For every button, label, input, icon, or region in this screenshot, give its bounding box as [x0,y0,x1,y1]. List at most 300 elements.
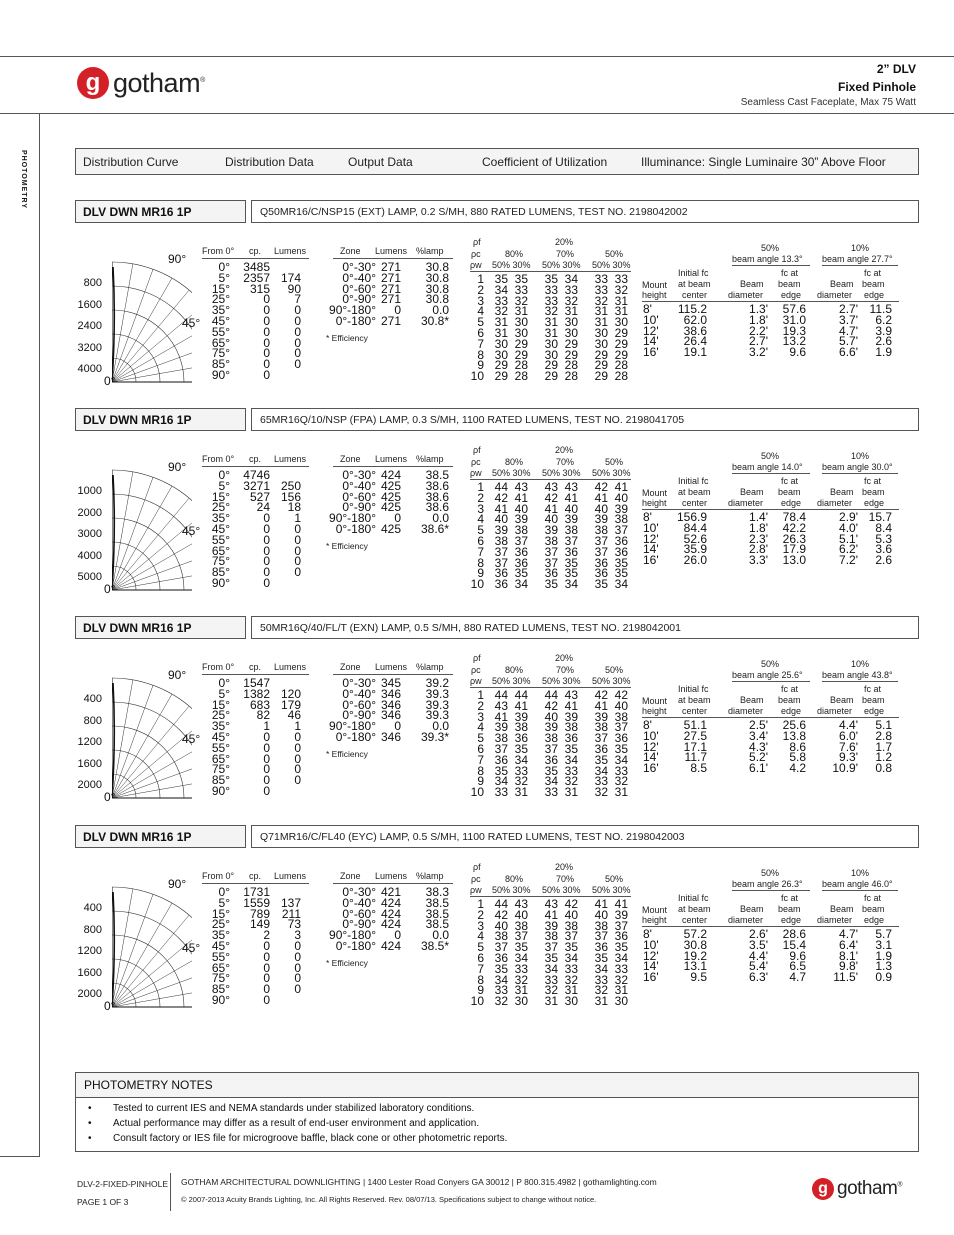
rcr-column: 1 2 3 4 5 6 7 8 9 10 [470,897,484,1009]
efficiency-note: * Efficiency [326,958,368,968]
header-beam-angle-50: beam angle 26.3° [732,879,803,889]
header-zone: Zone [340,454,361,464]
header-sub-50: 50% 30% [592,260,631,270]
header-beam-angle-10: beam angle 30.0° [822,462,893,472]
angle-label-90: 90° [168,668,187,682]
header-beam-10: Beam [830,487,854,497]
zone-lumens-column: 120 179 46 1 0 0 0 0 0 [280,686,301,788]
header-initial-fc: Initial fc [678,268,709,278]
header-underline [822,265,898,266]
side-rule [39,113,40,1156]
lamp-pct-column: 38.5 38.6 38.6 38.6 0.0 38.6* [420,468,449,536]
header-cp: cp. [249,246,262,256]
header-underline [202,883,309,884]
candela-column: 1731 1559 789 149 2 0 0 0 0 0 0 [243,885,270,1007]
header-initial-fc: Initial fc [678,893,709,903]
header-height: height [642,915,667,925]
header-80: 80% [505,249,524,259]
header-50: 50% [605,457,624,467]
section-title: DLV DWN MR16 1P [75,825,246,848]
header-beam-angle-10: beam angle 46.0° [822,879,893,889]
header-beam-10: Beam [830,904,854,914]
header-10-pct: 10% [851,868,870,878]
header-zone-lumens: Lumens [375,871,408,881]
header-from0: From 0° [202,662,235,672]
footer-brand-mark: g [812,1178,834,1200]
lamp-description: Q50MR16/C/NSP15 (EXT) LAMP, 0.2 S/MH, 880 RATED LUMENS, TEST NO. 2198042002 [251,200,919,223]
header-mount: Mount [642,488,668,498]
header-pw: ρw [470,468,482,478]
header-sub-80: 50% 30% [492,468,531,478]
header-fc-at-50: fc at [781,684,799,694]
header-10-pct: 10% [851,243,870,253]
header-sub-70: 50% 30% [542,885,581,895]
tab-output-data: Output Data [348,155,413,169]
lamp-pct-column: 38.3 38.5 38.5 38.5 0.0 38.5* [420,885,449,953]
candela-ring-label: 2000 [77,988,102,1000]
angle-label-90: 90° [168,877,187,891]
header-fc-at-50: fc at [781,268,799,278]
header-beam-50: Beam [740,904,764,914]
beam-diameter-10-column: 4.4' 6.0' 7.6' 9.3' 10.9' [832,718,858,776]
angle-label-90: 90° [168,252,187,266]
header-beam-angle-10: beam angle 43.8° [822,670,893,680]
angle-label-0: 0° [104,790,116,804]
header-underline [333,258,453,259]
header-fc-at-10: fc at [864,476,882,486]
header-lamp-pct: %lamp [416,454,444,464]
header-height: height [642,498,667,508]
section-title: DLV DWN MR16 1P [75,408,246,431]
header-at-beam: at beam [678,695,711,705]
header-edge-50: edge [781,290,802,300]
candela-ring-label: 1200 [77,736,102,748]
header-pc: ρc [471,249,481,259]
header-sub-70: 50% 30% [542,260,581,270]
side-tab-photometry: PHOTOMETRY [20,150,27,210]
header-70: 70% [556,874,575,884]
mount-height-column: 8' 10' 12' 14' 16' [643,510,659,568]
header-pf: ρf [473,237,481,247]
beam-diameter-10-column: 4.7' 6.4' 8.1' 9.8' 11.5' [833,927,858,985]
tab-distribution-curve: Distribution Curve [83,155,179,169]
footer-copyright: © 2007-2013 Acuity Brands Lighting, Inc. All Rights Reserved. Rev. 08/07/13. Specifications subject to change without notice. [181,1195,597,1204]
header-50: 50% [605,249,624,259]
header-10-pct: 10% [851,451,870,461]
zone-column: 0°-30° 0°-40° 0°-60° 0°-90° 90°-180° 0°-180° [329,468,376,536]
header-lamp-pct: %lamp [416,871,444,881]
header-beam-angle-50: beam angle 14.0° [732,462,803,472]
header-diameter-10: diameter [817,290,853,300]
header-beam-10: Beam [830,695,854,705]
edge-fc-10-column: 5.1 2.8 1.7 1.2 0.8 [875,718,892,776]
header-lumens: Lumens [274,246,307,256]
angle-label-45: 45° [182,524,201,538]
candela-ring-label: 3000 [77,528,102,540]
section-tabbar [75,148,919,175]
initial-fc-column: 156.9 84.4 52.6 35.9 26.0 [676,510,707,568]
header-10-pct: 10% [851,659,870,669]
edge-fc-50-column: 78.4 42.2 26.3 17.9 13.0 [782,510,806,568]
notes-title: PHOTOMETRY NOTES [76,1073,918,1098]
header-lamp-pct: %lamp [416,246,444,256]
output-lumens-column: 271 271 271 271 0 271 [380,260,401,328]
header-zone: Zone [340,871,361,881]
candela-column: 3485 2357 315 0 0 0 0 0 0 0 0 [243,260,270,382]
header-beam-edge-10: beam [862,904,885,914]
cu-column-c70b: 43 41 40 39 38 37 36 35 35 34 [564,480,578,592]
header-underline [822,473,898,474]
header-edge-10: edge [864,706,885,716]
brand-logo: g gotham® [77,67,205,99]
candela-ring-label: 1600 [77,966,102,979]
product-description: Seamless Cast Faceplate, Max 75 Watt [740,97,916,108]
header-beam-edge-50: beam [778,279,801,289]
product-header [741,60,916,110]
header-beam-edge-50: beam [778,904,801,914]
header-cp: cp. [249,871,262,881]
header-sub-80: 50% 30% [492,260,531,270]
lamp-description: 50MR16Q/40/FL/T (EXN) LAMP, 0.5 S/MH, 880 RATED LUMENS, TEST NO. 2198042001 [251,616,919,639]
header-underline [642,926,899,927]
cu-column-c70a: 35 33 33 32 31 31 30 30 29 29 [544,272,558,384]
cu-column-c50b: 42 40 38 37 36 35 34 33 32 31 [614,688,628,800]
header-pf: ρf [473,862,481,872]
header-fc-at-10: fc at [864,268,882,278]
cu-column-c50a: 42 41 40 39 38 37 37 36 36 35 [594,480,608,592]
header-center: center [682,290,708,300]
header-sub-70: 50% 30% [542,676,581,686]
cu-column-c70b: 43 41 39 38 36 35 34 33 32 31 [564,688,578,800]
header-mount: Mount [642,905,668,915]
header-lumens: Lumens [274,871,307,881]
header-underline [732,890,810,891]
header-height: height [642,290,667,300]
cu-column-c70a: 43 42 41 40 39 38 37 37 36 35 [544,480,558,592]
header-underline [333,466,453,467]
header-beam-edge-50: beam [778,487,801,497]
footer-address: GOTHAM ARCHITECTURAL DOWNLIGHTING | 1400 Lester Road Conyers GA 30012 | P 800.315.4982 | gothamlighting.com [181,1177,657,1187]
header-sub-80: 50% 30% [492,885,531,895]
candela-ring-label: 3200 [77,341,102,354]
angle-column: 0° 5° 15° 25° 35° 45° 55° 65° 75° 85° 90° [211,468,230,590]
efficiency-note: * Efficiency [326,749,368,759]
header-underline [822,681,898,682]
header-50-pct: 50% [761,451,780,461]
header-from0: From 0° [202,871,235,881]
angle-column: 0° 5° 15° 25° 35° 45° 55° 65° 75° 85° 90° [211,885,230,1007]
footer-divider [170,1173,171,1211]
edge-fc-50-column: 25.6 13.8 8.6 5.8 4.2 [782,718,806,776]
header-from0: From 0° [202,454,235,464]
note-item: • Tested to current IES and NEMA standards under stabilized laboratory conditions. [86,1101,918,1116]
candela-ring-label: 4000 [77,363,102,375]
header-zone-lumens: Lumens [375,454,408,464]
header-edge-10: edge [864,290,885,300]
header-underline [202,674,309,675]
cu-column-c80a: 35 34 33 32 31 31 30 30 29 29 [494,272,508,384]
product-subtitle: Fixed Pinhole [837,80,916,94]
edge-fc-50-column: 28.6 15.4 9.6 6.5 4.7 [782,927,806,985]
header-zone-lumens: Lumens [375,246,408,256]
product-title: 2” DLV [876,62,916,76]
lamp-pct-column: 39.2 39.3 39.3 39.3 0.0 39.3* [420,676,449,744]
output-lumens-column: 421 424 424 424 0 424 [380,885,401,953]
header-cp: cp. [249,454,262,464]
candela-column: 4746 3271 527 24 0 0 0 0 0 0 0 [243,468,270,590]
header-initial-fc: Initial fc [678,476,709,486]
header-diameter-10: diameter [817,706,853,716]
footer-logo: g gotham® [812,1178,902,1200]
candela-ring-label: 5000 [77,571,102,583]
mount-height-column: 8' 10' 12' 14' 16' [643,927,659,985]
cu-column-c70b: 42 40 38 37 35 34 33 32 31 30 [564,897,578,1009]
header-diameter-50: diameter [728,498,764,508]
header-sub-50: 50% 30% [592,885,631,895]
header-80: 80% [505,457,524,467]
header-edge-50: edge [781,498,802,508]
header-underline [642,717,899,718]
cu-column-c70b: 34 33 32 31 30 30 29 29 28 28 [564,272,578,384]
angle-column: 0° 5° 15° 25° 35° 45° 55° 65° 75° 85° 90° [211,676,230,798]
header-pf: ρf [473,445,481,455]
cu-column-c80b: 43 40 38 37 35 34 33 32 31 30 [514,897,528,1009]
cu-column-c80a: 44 42 40 38 37 36 35 34 33 32 [494,897,508,1009]
candela-ring-label: 400 [83,902,102,914]
header-pf: ρf [473,653,481,663]
header-underline [732,265,810,266]
cu-column-c50b: 41 39 37 36 35 34 33 32 31 30 [614,897,628,1009]
header-fc-at-50: fc at [781,476,799,486]
header-80: 80% [505,874,524,884]
output-lumens-column: 424 425 425 425 0 425 [380,468,401,536]
header-underline [202,258,309,259]
rcr-column: 1 2 3 4 5 6 7 8 9 10 [470,480,484,592]
header-20: 20% [555,862,574,872]
header-beam-angle-50: beam angle 13.3° [732,254,803,264]
header-20: 20% [555,653,574,663]
header-center: center [682,498,708,508]
edge-fc-10-column: 15.7 8.4 5.3 3.6 2.6 [868,510,892,568]
candela-ring-label: 1600 [77,298,102,311]
header-diameter-10: diameter [817,915,853,925]
beam-diameter-10-column: 2.7' 3.7' 4.7' 5.7' 6.6' [839,302,858,360]
header-underline [333,883,453,884]
header-beam-angle-50: beam angle 25.6° [732,670,803,680]
candela-ring-label: 1200 [77,945,102,957]
efficiency-note: * Efficiency [326,333,368,343]
header-pc: ρc [471,665,481,675]
distribution-curve-polar-grid [112,881,192,1011]
header-center: center [682,915,708,925]
beam-diameter-50-column: 1.4' 1.8' 2.3' 2.8' 3.3' [749,510,768,568]
candela-ring-label: 4000 [77,549,102,562]
brand-mark: g [77,67,109,99]
lamp-description: 65MR16Q/10/NSP (FPA) LAMP, 0.3 S/MH, 1100 RATED LUMENS, TEST NO. 2198041705 [251,408,919,431]
header-zone: Zone [340,246,361,256]
angle-column: 0° 5° 15° 25° 35° 45° 55° 65° 75° 85° 90° [211,260,230,382]
angle-label-45: 45° [182,732,201,746]
header-beam-10: Beam [830,279,854,289]
angle-label-90: 90° [168,460,187,474]
header-lumens: Lumens [274,662,307,672]
candela-ring-label: 800 [83,714,102,727]
header-edge-10: edge [864,498,885,508]
zone-lumens-column: 174 90 7 0 0 0 0 0 0 [280,270,301,372]
header-sub-80: 50% 30% [492,676,531,686]
angle-label-0: 0° [104,374,116,388]
candela-ring-label: 800 [83,277,102,289]
header-lamp-pct: %lamp [416,662,444,672]
notes-list [76,1098,918,1146]
header-pw: ρw [470,885,482,895]
header-70: 70% [556,665,575,675]
beam-diameter-50-column: 2.6' 3.5' 4.4' 5.4' 6.3' [749,927,768,985]
candela-ring-label: 2000 [77,779,102,791]
brand-name: gotham [113,67,201,98]
header-20: 20% [555,445,574,455]
candela-ring-label: 800 [83,923,102,936]
header-cp: cp. [249,662,262,672]
angle-label-0: 0° [104,582,116,596]
cu-column-c50a: 42 41 39 38 37 36 35 34 33 32 [594,688,608,800]
header-50: 50% [605,874,624,884]
cu-column-c80a: 44 42 41 40 39 38 37 37 36 36 [494,480,508,592]
beam-diameter-10-column: 2.9' 4.0' 5.1' 6.2' 7.2' [839,510,858,568]
candela-ring-label: 1600 [77,757,102,770]
header-height: height [642,706,667,716]
beam-diameter-50-column: 1.3' 1.8' 2.2' 2.7' 3.2' [749,302,768,360]
candela-ring-label: 2400 [77,320,102,332]
lamp-description: Q71MR16/C/FL40 (EYC) LAMP, 0.5 S/MH, 1100 RATED LUMENS, TEST NO. 2198042003 [251,825,919,848]
candela-column: 1547 1382 683 82 1 0 0 0 0 0 0 [243,676,270,798]
header-initial-fc: Initial fc [678,684,709,694]
zone-lumens-column: 250 156 18 1 0 0 0 0 0 [280,478,301,580]
mount-height-column: 8' 10' 12' 14' 16' [643,718,659,776]
zone-column: 0°-30° 0°-40° 0°-60° 0°-90° 90°-180° 0°-180° [329,885,376,953]
cu-column-c70a: 43 41 39 38 37 35 34 33 32 31 [544,897,558,1009]
header-underline [822,890,898,891]
top-rule [0,56,954,57]
header-lumens: Lumens [274,454,307,464]
cu-column-c50b: 33 32 31 31 30 29 29 29 28 28 [614,272,628,384]
header-fc-at-10: fc at [864,893,882,903]
header-beam-50: Beam [740,279,764,289]
header-sub-50: 50% 30% [592,676,631,686]
header-70: 70% [556,249,575,259]
angle-label-0: 0° [104,999,116,1013]
header-underline [202,466,309,467]
header-beam-edge-10: beam [862,279,885,289]
tab-distribution-data: Distribution Data [225,155,314,169]
header-at-beam: at beam [678,279,711,289]
header-50: 50% [605,665,624,675]
header-diameter-10: diameter [817,498,853,508]
header-zone-lumens: Lumens [375,662,408,672]
initial-fc-column: 115.2 62.0 38.6 26.4 19.1 [677,302,707,360]
cu-column-c70a: 44 42 40 39 38 37 36 35 34 33 [544,688,558,800]
distribution-curve-polar-grid [112,464,192,594]
tab-coefficient-of-utilization: Coefficient of Utilization [482,155,608,169]
zone-lumens-column: 137 211 73 3 0 0 0 0 0 [280,895,301,997]
header-underline [333,674,453,675]
header-center: center [682,706,708,716]
section-title: DLV DWN MR16 1P [75,616,246,639]
header-20: 20% [555,237,574,247]
header-from0: From 0° [202,246,235,256]
initial-fc-column: 57.2 30.8 19.2 13.1 9.5 [683,927,707,985]
header-pc: ρc [471,457,481,467]
header-fc-at-50: fc at [781,893,799,903]
header-beam-edge-10: beam [862,487,885,497]
photometry-notes [75,1072,919,1152]
initial-fc-column: 51.1 27.5 17.1 11.7 8.5 [683,718,707,776]
header-underline [732,473,810,474]
header-edge-50: edge [781,915,802,925]
cu-column-c80b: 43 41 40 39 38 37 36 36 35 34 [514,480,528,592]
edge-fc-10-column: 11.5 6.2 3.9 2.6 1.9 [869,302,892,360]
header-mount: Mount [642,280,668,290]
lamp-pct-column: 30.8 30.8 30.8 30.8 0.0 30.8* [420,260,449,328]
header-sub-50: 50% 30% [592,468,631,478]
mount-height-column: 8' 10' 12' 14' 16' [643,302,659,360]
rcr-column: 1 2 3 4 5 6 7 8 9 10 [470,688,484,800]
header-sub-70: 50% 30% [542,468,581,478]
header-diameter-50: diameter [728,915,764,925]
header-zone: Zone [340,662,361,672]
output-lumens-column: 345 346 346 346 0 346 [380,676,401,744]
header-edge-10: edge [864,915,885,925]
header-50-pct: 50% [761,659,780,669]
candela-ring-label: 2000 [77,506,102,519]
efficiency-note: * Efficiency [326,541,368,551]
tab-illuminance: Illuminance: Single Luminaire 30” Above Floor [641,155,886,169]
distribution-curve-polar-grid [112,256,192,386]
cu-column-c80b: 44 41 39 38 36 35 34 33 32 31 [514,688,528,800]
angle-label-45: 45° [182,316,201,330]
cu-column-c80a: 44 43 41 39 38 37 36 35 34 33 [494,688,508,800]
header-mount: Mount [642,696,668,706]
header-rule [0,113,954,114]
header-pc: ρc [471,874,481,884]
header-70: 70% [556,457,575,467]
beam-diameter-50-column: 2.5' 3.4' 4.3' 5.2' 6.1' [749,718,768,776]
header-beam-edge-50: beam [778,695,801,705]
cu-column-c50b: 41 40 39 38 37 36 36 35 35 34 [614,480,628,592]
header-beam-50: Beam [740,487,764,497]
footer-page: PAGE 1 OF 3 [77,1197,129,1207]
zone-column: 0°-30° 0°-40° 0°-60° 0°-90° 90°-180° 0°-180° [329,260,376,328]
header-at-beam: at beam [678,487,711,497]
header-beam-edge-10: beam [862,695,885,705]
angle-label-45: 45° [182,941,201,955]
header-diameter-50: diameter [728,706,764,716]
header-pw: ρw [470,676,482,686]
footer-doc-id: DLV-2-FIXED-PINHOLE [77,1179,169,1189]
header-fc-at-10: fc at [864,684,882,694]
header-beam-angle-10: beam angle 27.7° [822,254,893,264]
footer-brand-name: gotham [837,1178,898,1199]
header-beam-50: Beam [740,695,764,705]
cu-column-c80b: 35 33 32 31 30 30 29 29 28 28 [514,272,528,384]
candela-ring-label: 400 [83,693,102,705]
note-item: • Actual performance may differ as a result of end-user environment and application. [86,1116,918,1131]
candela-ring-label: 1000 [77,485,102,497]
distribution-curve-polar-grid [112,672,192,802]
zone-column: 0°-30° 0°-40° 0°-60° 0°-90° 90°-180° 0°-180° [329,676,376,744]
cu-column-c50a: 33 33 32 31 31 30 30 29 29 29 [594,272,608,384]
header-pw: ρw [470,260,482,270]
